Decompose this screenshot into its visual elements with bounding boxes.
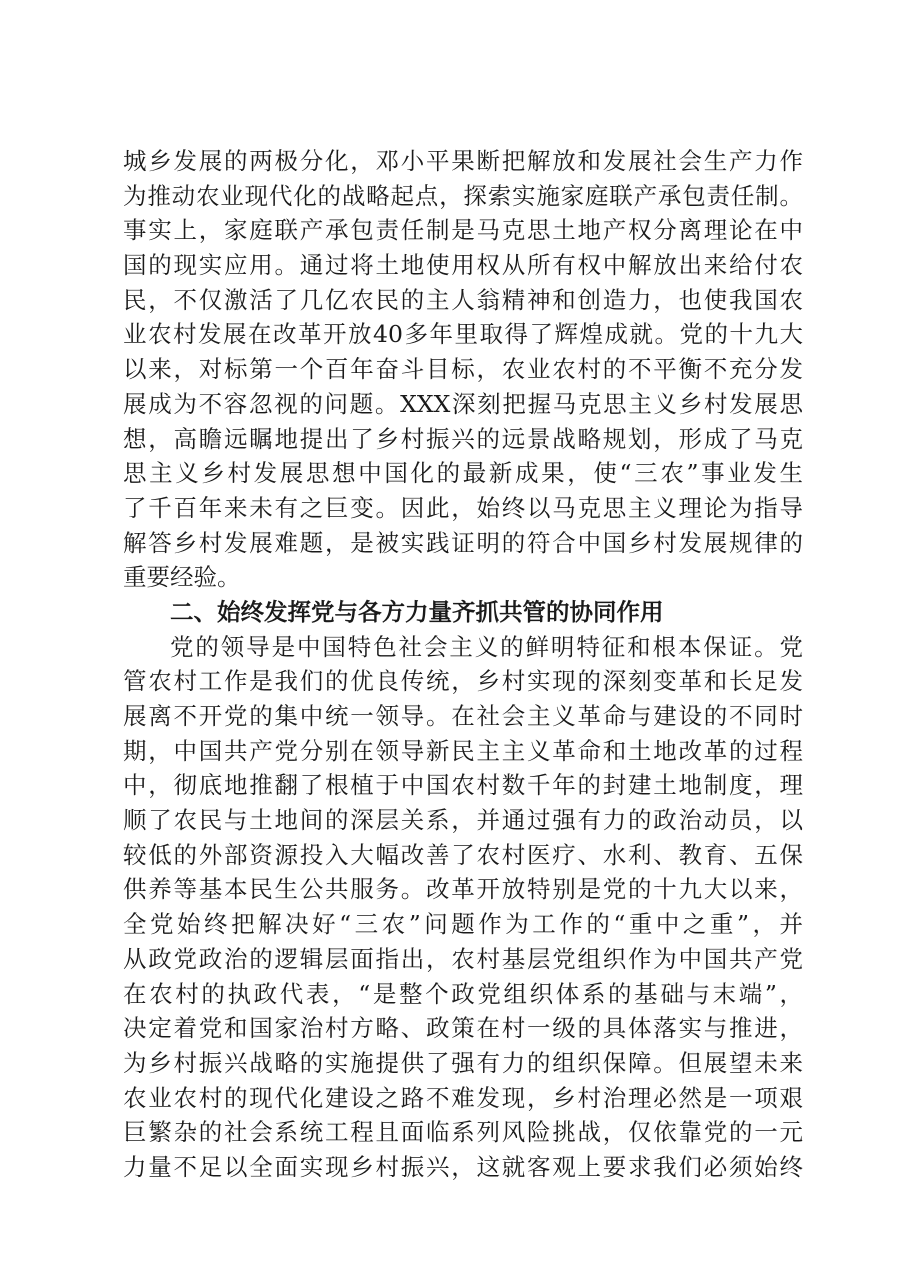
text-line: 城乡发展的两极分化，邓小平果断把解放和发展社会生产力作 xyxy=(123,147,803,175)
text-line: 为乡村振兴战略的实施提供了强有力的组织保障。但展望未来 xyxy=(123,1048,803,1077)
text-line: 顺了农民与土地间的深层关系，并通过强有力的政治动员，以 xyxy=(123,806,803,835)
text-line: 供养等基本民生公共服务。改革开放特别是党的十九大以来， xyxy=(123,875,803,904)
text-line: 思主义乡村发展思想中国化的最新成果，使“三农”事业发生 xyxy=(123,459,803,488)
text-line: 巨繁杂的社会系统工程且面临系列风险挑战，仅依靠党的一元 xyxy=(123,1118,803,1147)
text-line: 了千百年来未有之巨变。因此，始终以马克思主义理论为指导 xyxy=(123,493,803,522)
text-line: 决定着党和国家治村方略、政策在村一级的具体落实与推进， xyxy=(123,1014,803,1043)
text-line: 重要经验。 xyxy=(123,563,241,592)
text-line: 中，彻底地推翻了根植于中国农村数千年的封建土地制度，理 xyxy=(123,771,803,800)
body-text xyxy=(123,144,803,1185)
text-line: 想，高瞻远瞩地提出了乡村振兴的远景战略规划，形成了马克 xyxy=(123,424,803,453)
text-line: 展离不开党的集中统一领导。在社会主义革命与建设的不同时 xyxy=(123,702,803,730)
text-line: 管农村工作是我们的优良传统，乡村实现的深刻变革和长足发 xyxy=(123,667,803,696)
text-line: 业农村发展在改革开放40多年里取得了辉煌成就。党的十九大 xyxy=(123,320,803,349)
text-line: 以来，对标第一个百年奋斗目标，农业农村的不平衡不充分发 xyxy=(123,355,803,384)
text-line: 全党始终把解决好“三农”问题作为工作的“重中之重”，并 xyxy=(123,910,803,939)
paragraph-2 xyxy=(123,630,803,1185)
text-line: 在农村的执政代表，“是整个政党组织体系的基础与末端”， xyxy=(123,979,803,1008)
text-line: 展成为不容忽视的问题。XXX深刻把握马克思主义乡村发展思 xyxy=(123,389,803,418)
paragraph-1 xyxy=(123,144,803,595)
text-line: 力量不足以全面实现乡村振兴，这就客观上要求我们必须始终 xyxy=(123,1152,803,1181)
text-line: 农业农村的现代化建设之路不难发现，乡村治理必然是一项艰 xyxy=(123,1083,803,1112)
text-line: 事实上，家庭联产承包责任制是马克思土地产权分离理论在中 xyxy=(123,216,803,245)
text-line: 民，不仅激活了几亿农民的主人翁精神和创造力，也使我国农 xyxy=(123,285,803,314)
text-line: 国的现实应用。通过将土地使用权从所有权中解放出来给付农 xyxy=(123,251,803,280)
text-line: 较低的外部资源投入大幅改善了农村医疗、水利、教育、五保 xyxy=(123,840,803,869)
text-line: 党的领导是中国特色社会主义的鲜明特征和根本保证。党 xyxy=(170,632,803,661)
text-line: 为推动农业现代化的战略起点，探索实施家庭联产承包责任制。 xyxy=(123,181,803,210)
section-heading: 二、始终发挥党与各方力量齐抓共管的协同作用 xyxy=(170,597,664,626)
text-line: 从政党政治的逻辑层面指出，农村基层党组织作为中国共产党 xyxy=(123,944,803,973)
text-line: 解答乡村发展难题，是被实践证明的符合中国乡村发展规律的 xyxy=(123,528,803,557)
text-line: 期，中国共产党分别在领导新民主主义革命和土地改革的过程 xyxy=(123,736,803,765)
